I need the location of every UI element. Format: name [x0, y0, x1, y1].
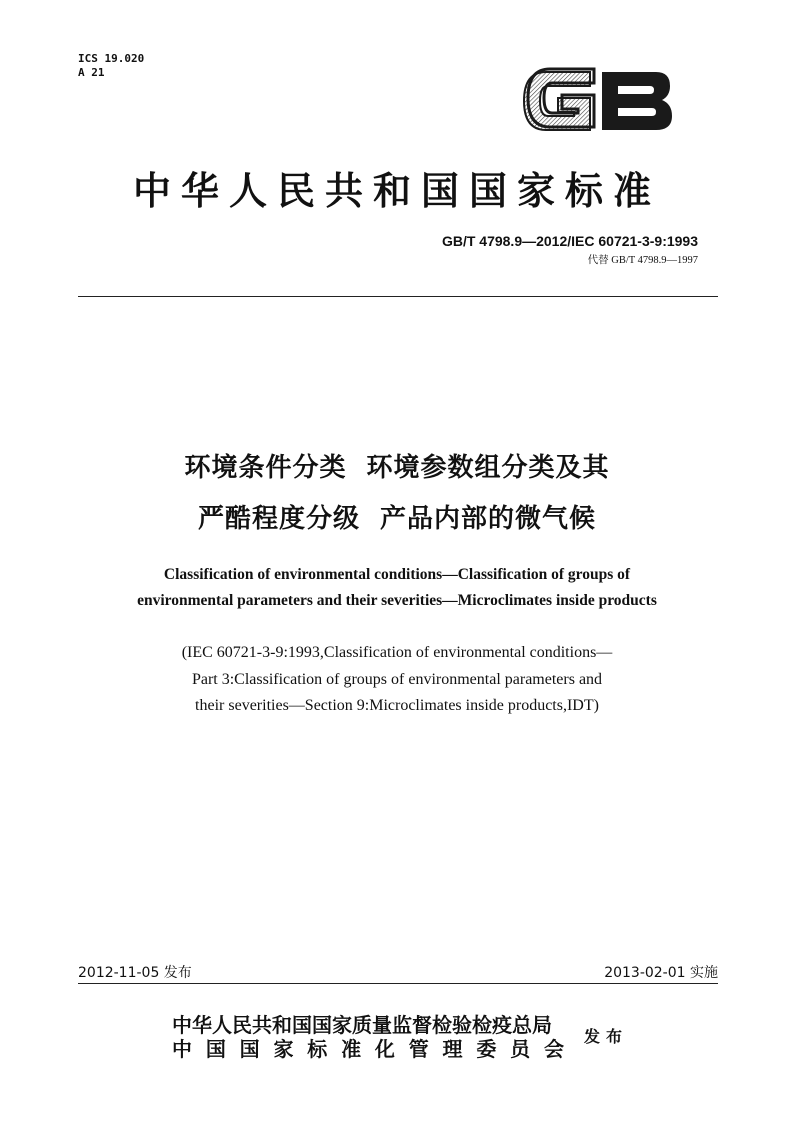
issuing-agency-aqsiq: 中华人民共和国国家质量监督检验检疫总局 — [172, 1013, 552, 1037]
top-divider — [78, 296, 718, 297]
idt-reference-line-2: Part 3:Classification of groups of environmental parameters and — [191, 671, 603, 688]
agency-char: 员 — [510, 1037, 531, 1061]
classification-codes — [78, 52, 144, 80]
agency-char: 中 — [172, 1037, 192, 1061]
agency-char: 标 — [307, 1037, 328, 1061]
bottom-divider — [78, 983, 718, 984]
issuing-agency-sac — [172, 1033, 564, 1062]
agency-char: 委 — [476, 1037, 497, 1061]
agency-char: 家 — [273, 1037, 294, 1061]
idt-reference-line-1: (IEC 60721-3-9:1993,Classification of environmental conditions— — [181, 644, 613, 661]
agency-char: 管 — [408, 1037, 429, 1061]
agency-char: 化 — [374, 1037, 395, 1061]
national-standard-title: 中华人民共和国国家标准 — [132, 168, 661, 213]
gb-logo — [518, 62, 678, 140]
idt-reference-line-3: their severities—Section 9:Microclimates inside products,IDT) — [195, 697, 599, 714]
standard-number: GB/T 4798.9—2012/IEC 60721-3-9:1993 — [441, 233, 698, 249]
agency-char: 会 — [543, 1037, 564, 1061]
replaces-standard: 代替 GB/T 4798.9—1997 — [587, 255, 698, 266]
english-title-line-1: Classification of environmental conditions—Classification of groups of — [163, 566, 631, 583]
chinese-title-line-2: 严酷程度分级 产品内部的微气候 — [197, 504, 597, 534]
chinese-title-line-1: 环境条件分类 环境参数组分类及其 — [184, 453, 610, 483]
ccs-code: A 21 — [78, 66, 105, 79]
ics-code: ICS 19.020 — [78, 52, 145, 65]
gb-logo-text: GB — [518, 62, 520, 63]
issue-date: 2012-11-05 发布 — [78, 965, 192, 981]
agency-char: 准 — [341, 1037, 362, 1061]
agency-char: 国 — [239, 1037, 260, 1061]
implementation-date: 2013-02-01 实施 — [604, 965, 718, 981]
agency-char: 国 — [205, 1037, 226, 1061]
publish-label: 发布 — [584, 1027, 629, 1046]
english-title-line-2: environmental parameters and their severities—Microclimates inside products — [137, 592, 657, 609]
agency-char: 理 — [442, 1037, 463, 1061]
